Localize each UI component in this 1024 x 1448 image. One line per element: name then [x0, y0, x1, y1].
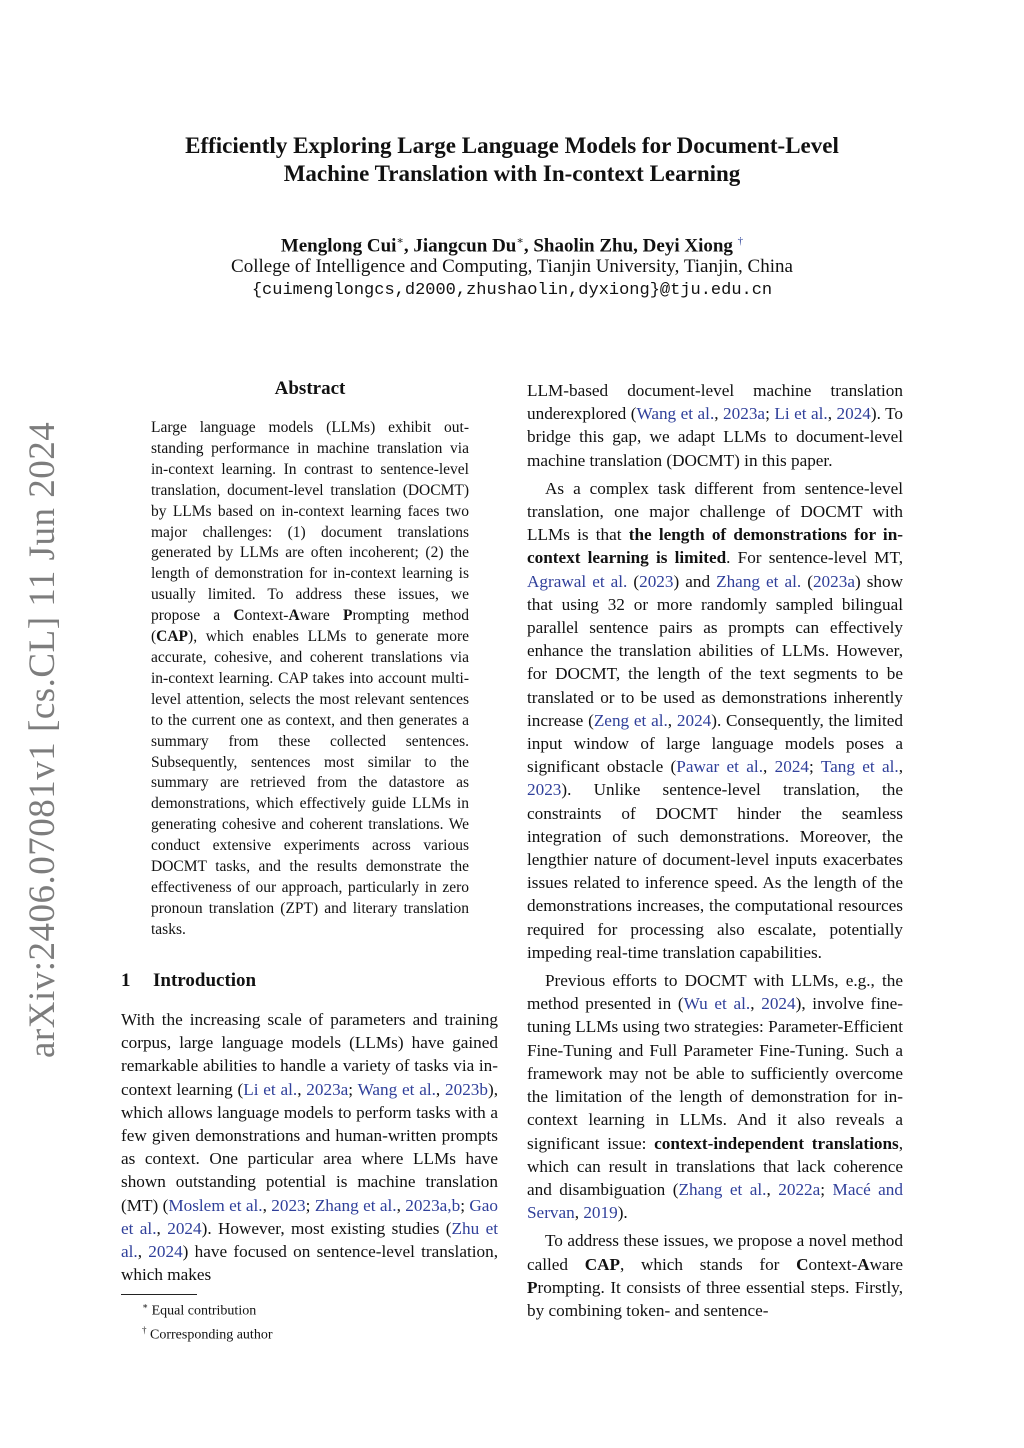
method-name: CAP: [156, 628, 189, 646]
citation-link[interactable]: 2023b: [445, 1079, 488, 1099]
footnote-corresponding-author: [142, 1321, 272, 1345]
citation-link[interactable]: 2019: [583, 1203, 618, 1223]
author-3-4: Shaolin Zhu, Deyi Xiong: [533, 235, 733, 257]
body-text: ,: [898, 757, 904, 777]
body-text: ,: [435, 1079, 446, 1099]
arxiv-identifier-stamp: arXiv:2406.07081v1 [cs.CL] 11 Jun 2024: [22, 421, 63, 1058]
body-text: ,: [714, 404, 724, 424]
abstract-text: ), which enables LLMs to generate more accurate, cohesive, and coherent translations via in-context learning. CAP takes into account multi-level attention, selects the most relevant sentences to the current one as context, and then generates a summary from these collected sentences. Subsequently, sentences most similar to the summary are retrieved from the datastore as demonstrations, which effectively guide LLMs in generating cohesive and coherent translations. We conduct extensive experiments across various DOCMT tasks, and the results demonstrate the effectiveness of our approach, particularly in zero pronoun translation (ZPT) and literary translation tasks.: [151, 628, 469, 938]
method-name: CAP: [584, 1254, 621, 1274]
author-list: [100, 229, 924, 258]
body-text: ;: [765, 404, 775, 424]
paragraph: [527, 969, 903, 1224]
abstract-text: ware: [299, 607, 343, 625]
title-line-1: Efficiently Exploring Large Language Models for Document-Level: [185, 133, 839, 158]
footnotes: [142, 1297, 272, 1344]
footnote-text: Equal contribution: [151, 1303, 257, 1319]
body-text: With the increasing scale of parameters and training corpus, large language models (LLMs) have gained remarkable abilities to handle a variety of tasks via in-context learning (: [121, 1010, 498, 1099]
body-text: ware: [869, 1254, 904, 1274]
citation-link[interactable]: Zhang et al.: [314, 1195, 397, 1215]
body-text: ;: [820, 1179, 833, 1199]
body-text: ,: [766, 1179, 779, 1199]
introduction-left-column: [121, 1008, 498, 1286]
citation-link[interactable]: 2023: [639, 571, 674, 591]
abstract-text: Large language models (LLMs) exhibit outstanding performance in machine translation via in-context learning. In contrast to sentence-level translation, document-level translation (DOCMT) by LLMs based on in-context learning faces two major challenges: (1) document translations generated by LLMs are often incoherent; (2) the length of demonstration for in-context learning is usually limited. To address these issues, we propose a: [151, 419, 469, 625]
author-2: Jiangcun Du: [413, 235, 517, 257]
citation-link[interactable]: 2023a: [723, 404, 766, 424]
body-text: ,: [667, 710, 677, 730]
citation-link[interactable]: Agrawal et al.: [527, 571, 628, 591]
footnote-text: Corresponding author: [150, 1327, 273, 1343]
equal-contribution-mark: ∗: [396, 235, 404, 247]
citation-link[interactable]: 2024: [761, 994, 796, 1014]
body-text: (: [801, 571, 813, 591]
citation-link[interactable]: Li et al.: [774, 404, 828, 424]
body-text: ) show that using 32 or more randomly sampled bilingual parallel sentence pairs as prompts can effectively enhance the translation abilities of LLMs. However, for DOCMT, the length of the text segments to be translated or to be used as demonstrations inherently increase (: [527, 571, 903, 730]
abstract-text: rompting method (: [151, 607, 469, 646]
body-text: , which can result in translations that lack coherence and disambiguation (: [527, 1133, 903, 1199]
acronym-letter: C: [796, 1254, 809, 1274]
paragraph: [527, 379, 903, 472]
citation-link[interactable]: 2024: [836, 404, 871, 424]
citation-link[interactable]: 2023a: [306, 1079, 349, 1099]
citation-link[interactable]: 2024: [148, 1242, 183, 1262]
body-text: ). Unlike sentence-level translation, the constraints of DOCMT hinder the seamless integration of such demonstrations. Moreover, the lengthier nature of document-level inputs exacerbates issues related to inference speed. As the length of the demonstrations increases, the computational resources required for processing also escalate, potentially impeding real-time translation capabilities.: [527, 780, 903, 962]
abstract-text: ontext-: [244, 607, 289, 625]
citation-link[interactable]: Pawar et al.: [676, 757, 763, 777]
body-text: ontext-: [808, 1254, 858, 1274]
citation-link[interactable]: Li et al.: [243, 1079, 298, 1099]
footnote-rule: [121, 1294, 197, 1295]
citation-link[interactable]: 2023a: [812, 571, 855, 591]
equal-contribution-mark: ∗: [516, 235, 524, 247]
author-separator: ,: [523, 235, 534, 257]
body-text: ), involve fine-tuning LLMs using two strategies: Parameter-Efficient Fine-Tuning and Full Parameter Fine-Tuning. Such a framework may not be able to sufficiently overcome the limitation of the length of demonstration for in-context learning in LLMs. And it also reveals a significant issue:: [527, 994, 903, 1153]
body-text: ,: [262, 1195, 272, 1215]
body-text: ;: [809, 757, 821, 777]
acronym-letter: A: [288, 607, 300, 625]
citation-link[interactable]: Moslem et al.: [168, 1195, 263, 1215]
citation-link[interactable]: Macé and Servan: [527, 1179, 903, 1223]
citation-link[interactable]: Wu et al.: [683, 994, 751, 1014]
citation-link[interactable]: Zhu et al.: [121, 1218, 499, 1262]
body-text: Previous efforts to DOCMT with LLMs, e.g., the method presented in (: [527, 971, 903, 1014]
body-text: , which stands for: [620, 1254, 797, 1274]
citation-link[interactable]: Zeng et al.: [593, 710, 668, 730]
emphasis-text: context-independent translations: [654, 1133, 899, 1153]
citation-link[interactable]: Zhang et al.: [716, 571, 802, 591]
body-text: . For sentence-level MT,: [726, 548, 903, 568]
body-text: ;: [305, 1195, 315, 1215]
body-text: (: [627, 571, 640, 591]
introduction-right-column: [527, 379, 903, 1322]
body-text: ,: [396, 1195, 406, 1215]
paper-title: [100, 132, 924, 188]
citation-link[interactable]: Tang et al.: [820, 757, 899, 777]
author-emails: {cuimenglongcs,d2000,zhushaolin,dyxiong}@tju.edu.cn: [251, 281, 773, 300]
footnote-mark: ∗: [142, 1301, 149, 1311]
body-text: ) have focused on sentence-level translation, which makes: [121, 1242, 498, 1285]
citation-link[interactable]: 2023a,b: [405, 1195, 461, 1215]
citation-link[interactable]: 2023: [527, 780, 562, 800]
section-heading-introduction: [121, 970, 256, 992]
citation-link[interactable]: 2023: [271, 1195, 306, 1215]
citation-link[interactable]: Wang et al.: [357, 1079, 436, 1099]
body-text: ,: [827, 404, 837, 424]
affiliation: College of Intelligence and Computing, Tianjin University, Tianjin, China: [231, 256, 793, 277]
citation-link[interactable]: 2024: [774, 757, 810, 777]
body-text: ,: [574, 1203, 584, 1223]
body-text: ;: [460, 1195, 470, 1215]
body-text: ,: [763, 757, 775, 777]
body-text: ,: [297, 1079, 307, 1099]
section-title: Introduction: [153, 970, 257, 991]
citation-link[interactable]: 2024: [676, 710, 712, 730]
body-text: ,: [750, 994, 762, 1014]
abstract-body: [151, 418, 469, 941]
citation-link[interactable]: Gao et al.: [121, 1195, 499, 1238]
footnote-mark: †: [142, 1324, 147, 1335]
body-text: ). To bridge this gap, we adapt LLMs to document-level machine translation (DOCMT) in this paper.: [527, 404, 903, 470]
body-text: As a complex task different from sentence-level translation, one major challenge of DOCMT with LLMs is that: [527, 478, 903, 545]
body-text: ).: [617, 1203, 628, 1223]
body-text: ) and: [673, 571, 717, 591]
body-text: ), which allows language models to perform tasks with a few given demonstrations and human-written prompts as context. One particular area where LLMs have shown outstanding potential is machine translation (MT) (: [121, 1079, 499, 1215]
paragraph: [527, 477, 903, 964]
body-text: ,: [156, 1218, 168, 1238]
section-number: 1: [121, 970, 131, 991]
citation-link[interactable]: 2024: [167, 1218, 202, 1238]
acronym-letter: P: [343, 607, 353, 625]
acronym-letter: C: [233, 607, 245, 625]
footnote-equal-contribution: [142, 1297, 272, 1321]
emphasis-text: the length of demonstrations for in-context learning is limited: [527, 525, 903, 568]
abstract-heading: Abstract: [274, 378, 346, 399]
citation-link[interactable]: Zhang et al.: [678, 1179, 767, 1199]
author-separator: ,: [403, 235, 414, 257]
acronym-letter: P: [527, 1277, 538, 1297]
paragraph: [121, 1008, 498, 1286]
author-1: Menglong Cui: [280, 235, 397, 257]
body-text: ). However, most existing studies (: [201, 1218, 452, 1238]
citation-link[interactable]: Wang et al.: [636, 404, 715, 424]
body-text: ;: [348, 1079, 358, 1099]
body-text: ,: [137, 1242, 149, 1262]
body-text: rompting. It consists of three essential steps. Firstly, by combining token- and sentence-: [527, 1277, 903, 1320]
body-text: LLM-based document-level machine translation underexplored (: [527, 381, 903, 424]
paragraph: [527, 1229, 903, 1322]
corresponding-author-mark[interactable]: †: [737, 235, 744, 247]
citation-link[interactable]: 2022a: [778, 1179, 821, 1199]
acronym-letter: A: [857, 1254, 870, 1274]
body-text: To address these issues, we propose a novel method called: [527, 1231, 903, 1274]
body-text: ). Consequently, the limited input window of large language models poses a significant obstacle (: [527, 710, 904, 777]
title-line-2: Machine Translation with In-context Learning: [283, 161, 741, 186]
